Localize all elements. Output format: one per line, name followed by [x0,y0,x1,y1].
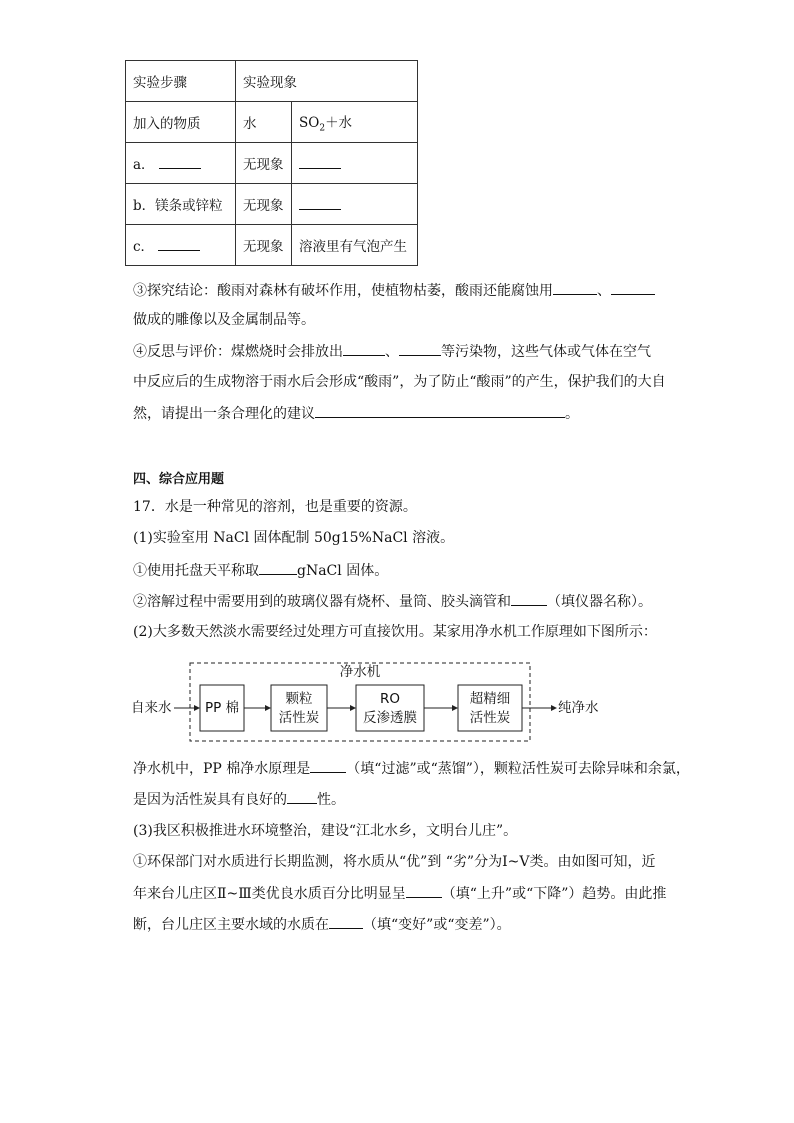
q17-part1a: ①使用托盘天平称取 gNaCl 固体。 [133,560,388,581]
q17-part1: (1)实验室用 NaCl 固体配制 50g15%NaCl 溶液。 [133,530,455,546]
blank-instrument[interactable] [511,591,547,606]
reflect-line-3: 然，请提出一条合理化的建议 。 [133,403,579,424]
table-header-row [126,61,418,102]
reflect-line-1: ④反思与评价：煤燃烧时会排放出 、 等污染物，这些气体或气体在空气 [133,341,651,362]
so2-text: SO [299,114,320,131]
table-row [126,225,418,266]
conclusion-line-2: 做成的雕像以及金属制品等。 [133,312,315,328]
blank-a-result[interactable] [299,154,341,169]
arrow-head [452,705,458,711]
step-label: RO [379,691,401,707]
experiment-table [125,60,418,266]
step-label: 活性炭 [278,710,320,726]
step-label: 颗粒 [285,691,313,707]
step-label: 超精细 [469,691,511,707]
conclusion-line-1: ③探究结论：酸雨对森林有破坏作用，使植物枯萎，酸雨还能腐蚀用 、 [133,280,655,301]
blank-pp-principle[interactable] [310,758,346,773]
row-c-step: c． [126,225,236,266]
row-b-water: 无现象 [236,184,292,225]
so2-subscript: 2 [319,123,326,134]
plus-water-text: ＋水 [325,114,353,131]
arrow-head [194,705,200,711]
diagram-output: 纯净水 [558,700,599,716]
table-subheader-row [126,102,418,143]
step-label: 反渗透膜 [363,710,417,726]
blank-quality[interactable] [329,914,363,929]
diagram-title: 净水机 [339,664,381,680]
blank-a-substance[interactable] [159,154,201,169]
row-a-water: 无现象 [236,143,292,184]
cell-substance-label: 加入的物质 [126,102,236,143]
reflect-line-2: 中反应后的生成物溶于雨水后会形成“酸雨”，为了防止“酸雨”的产生，保护我们的大自 [133,374,666,390]
header-steps: 实验步骤 [126,61,236,102]
arrow-head [265,705,271,711]
blank-reflect-2[interactable] [399,341,441,356]
cell-so2-label [292,102,418,143]
q17-part3b: 年来台儿庄区Ⅱ~Ⅲ类优良水质百分比明显呈 （填“上升”或“下降”）趋势。由此推 [133,883,666,904]
cell-water-label: 水 [236,102,292,143]
blank-conclusion-1[interactable] [553,280,597,295]
blank-nacl-mass[interactable] [259,560,297,575]
blank-conclusion-2[interactable] [611,280,655,295]
blank-reflect-1[interactable] [343,341,385,356]
water-purifier-diagram [128,655,608,745]
header-phenomena: 实验现象 [236,61,418,102]
arrow-head [350,705,356,711]
row-b-step: b．镁条或锌粒 [126,184,236,225]
q17-part2b: 是因为活性炭具有良好的 性。 [133,789,345,810]
q17-part3a: ①环保部门对水质进行长期监测，将水质从“优”到 “劣”分为Ⅰ~Ⅴ类。由如图可知，近 [133,854,656,870]
q17-part2: (2)大多数天然淡水需要经过处理方可直接饮用。某家用净水机工作原理如下图所示： [133,624,657,640]
row-c-so2: 溶液里有气泡产生 [292,225,418,266]
q17-intro: 17．水是一种常见的溶剂，也是重要的资源。 [133,499,417,515]
arrow-head [551,705,557,711]
step-label: PP 棉 [204,700,240,716]
table-row [126,143,418,184]
blank-trend[interactable] [406,883,442,898]
row-a-so2 [292,143,418,184]
q17-part2a: 净水机中，PP 棉净水原理是 （填“过滤”或“蒸馏”），颗粒活性炭可去除异味和余氯， [133,758,690,779]
table-row [126,184,418,225]
section-title: 四、综合应用题 [133,472,225,487]
row-a-step: a． [126,143,236,184]
step-label: 活性炭 [469,710,511,726]
row-b-so2 [292,184,418,225]
q17-part3c: 断，台儿庄区主要水域的水质在 （填“变好”或“变差”）。 [133,914,511,935]
q17-part1b: ②溶解过程中需要用到的玻璃仪器有烧杯、量筒、胶头滴管和 （填仪器名称）。 [133,591,652,612]
blank-c-substance[interactable] [158,236,200,251]
blank-carbon-property[interactable] [287,789,317,804]
blank-suggestion[interactable] [315,403,565,418]
q17-part3: (3)我区积极推进水环境整治，建设“江北水乡，文明台儿庄”。 [133,823,518,839]
diagram-input: 自来水 [131,700,172,716]
row-c-water: 无现象 [236,225,292,266]
blank-b-result[interactable] [299,195,341,210]
